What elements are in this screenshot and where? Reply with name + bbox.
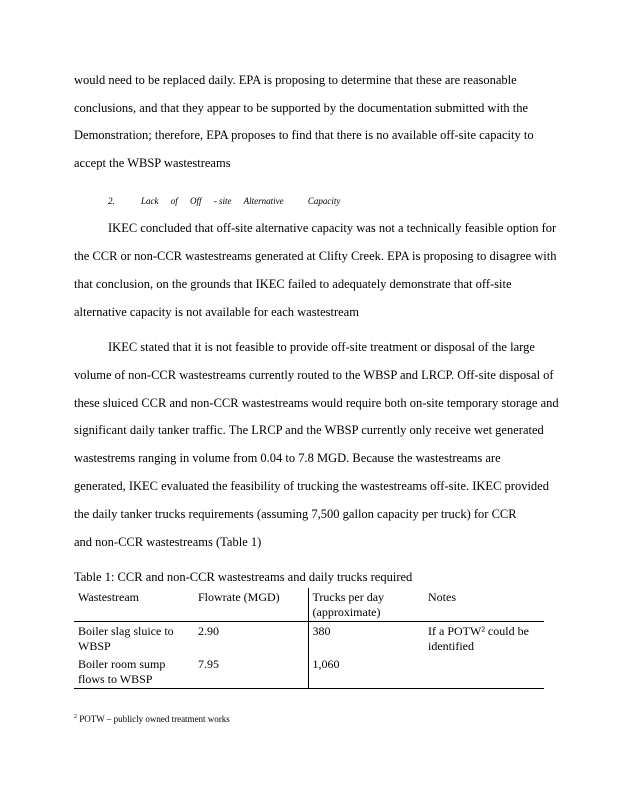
table-cell: 7.95 (194, 655, 308, 689)
footnote-text: POTW – publicly owned treatment works (79, 714, 230, 724)
section-subheading (108, 196, 350, 206)
paragraph-line: that conclusion, on the grounds that IKEC failed to adequately demonstrate that off-site (74, 277, 512, 291)
table-row (74, 655, 544, 689)
paragraph-line: significant daily tanker traffic. The LRCP and the WBSP currently only receive wet generated (74, 423, 544, 437)
subheading-word: Lack (141, 196, 159, 206)
subheading-word: Capacity (307, 196, 341, 206)
subheading-word: Alternative (243, 196, 284, 206)
paragraph-line: wastestrems ranging in volume from 0.04 to 7.8 MGD. Because the wastestreams are (74, 451, 501, 465)
column-header: Flowrate (MGD) (194, 588, 308, 622)
paragraph-line: the daily tanker trucks requirements (assuming 7,500 gallon capacity per truck) for CCR (74, 507, 517, 521)
footnote-marker: 2 (74, 714, 77, 720)
paragraph-line: the CCR or non-CCR wastestreams generated at Clifty Creek. EPA is proposing to disagree with (74, 249, 557, 263)
paragraph-line: generated, IKEC evaluated the feasibility of trucking the wastestreams off-site. IKEC provided (74, 479, 549, 493)
paragraph-line: volume of non-CCR wastestreams currently routed to the WBSP and LRCP. Off-site disposal of (74, 368, 554, 382)
paragraph-line: Demonstration; therefore, EPA proposes to find that there is no available off-site capacity to (74, 128, 534, 142)
data-table (74, 588, 544, 689)
footnote (74, 714, 230, 724)
column-header: Notes (424, 588, 544, 622)
table-cell: 380 (308, 622, 424, 656)
table-cell (424, 655, 544, 689)
column-header: Trucks per day (approximate) (308, 588, 424, 622)
paragraph-line: alternative capacity is not available for each wastestream (74, 305, 359, 319)
paragraph-line: and non-CCR wastestreams (Table 1) (74, 535, 262, 549)
subheading-word: Off (190, 196, 202, 206)
paragraph-line: IKEC stated that it is not feasible to provide off-site treatment or disposal of the large (108, 340, 535, 354)
subheading-number: 2. (108, 196, 115, 206)
subheading-word: of (170, 196, 178, 206)
paragraph-line: conclusions, and that they appear to be supported by the documentation submitted with the (74, 101, 529, 115)
paragraph-line: accept the WBSP wastestreams (74, 156, 231, 170)
table-row (74, 622, 544, 656)
table-caption: Table 1: CCR and non-CCR wastestreams and daily trucks required (74, 570, 413, 584)
table-cell: If a POTW² could be identified (428, 624, 529, 653)
table-header-row (74, 588, 544, 622)
table-cell: Boiler room sump flows to WBSP (74, 655, 194, 689)
paragraph-line: IKEC concluded that off-site alternative capacity was not a technically feasible option for (108, 221, 557, 235)
paragraph-line: would need to be replaced daily. EPA is proposing to determine that these are reasonable (74, 73, 517, 87)
column-header: Wastestream (74, 588, 194, 622)
table-cell: 1,060 (308, 655, 424, 689)
table-cell: 2.90 (198, 624, 219, 638)
table-cell: Boiler slag sluice to WBSP (78, 624, 174, 653)
paragraph-line: these sluiced CCR and non-CCR wastestreams would require both on-site temporary storage and (74, 396, 559, 410)
subheading-word: - site (213, 196, 232, 206)
